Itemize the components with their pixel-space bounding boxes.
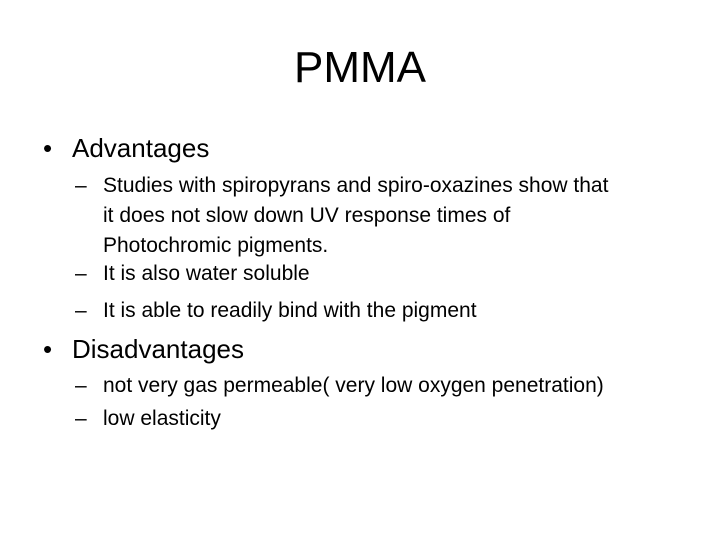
text-line: It is able to readily bind with the pigment <box>103 299 477 322</box>
text-line: it does not slow down UV response times of <box>103 204 511 227</box>
dash-icon: – <box>75 262 87 285</box>
text-line: Photochromic pigments. <box>103 234 329 257</box>
dash-icon: – <box>75 174 87 197</box>
sub-bullet-text <box>103 296 477 326</box>
text-line: It is also water soluble <box>103 262 310 285</box>
text-line: low elasticity <box>103 407 221 430</box>
bullet-icon: • <box>43 334 53 364</box>
sub-bullet-text <box>103 171 608 261</box>
dash-icon: – <box>75 299 87 322</box>
bullet-icon: • <box>43 133 53 163</box>
sub-bullet-text <box>103 404 221 434</box>
section-heading-advantages: Advantages <box>72 133 210 163</box>
text-line: Studies with spiropyrans and spiro-oxazines show that <box>103 174 609 197</box>
text-line: not very gas permeable( very low oxygen penetration) <box>103 374 604 397</box>
dash-icon: – <box>75 374 87 397</box>
slide-title: PMMA <box>294 43 426 92</box>
section-heading-disadvantages: Disadvantages <box>72 334 244 364</box>
sub-bullet-text <box>103 259 310 289</box>
dash-icon: – <box>75 407 87 430</box>
sub-bullet-text <box>103 371 604 401</box>
